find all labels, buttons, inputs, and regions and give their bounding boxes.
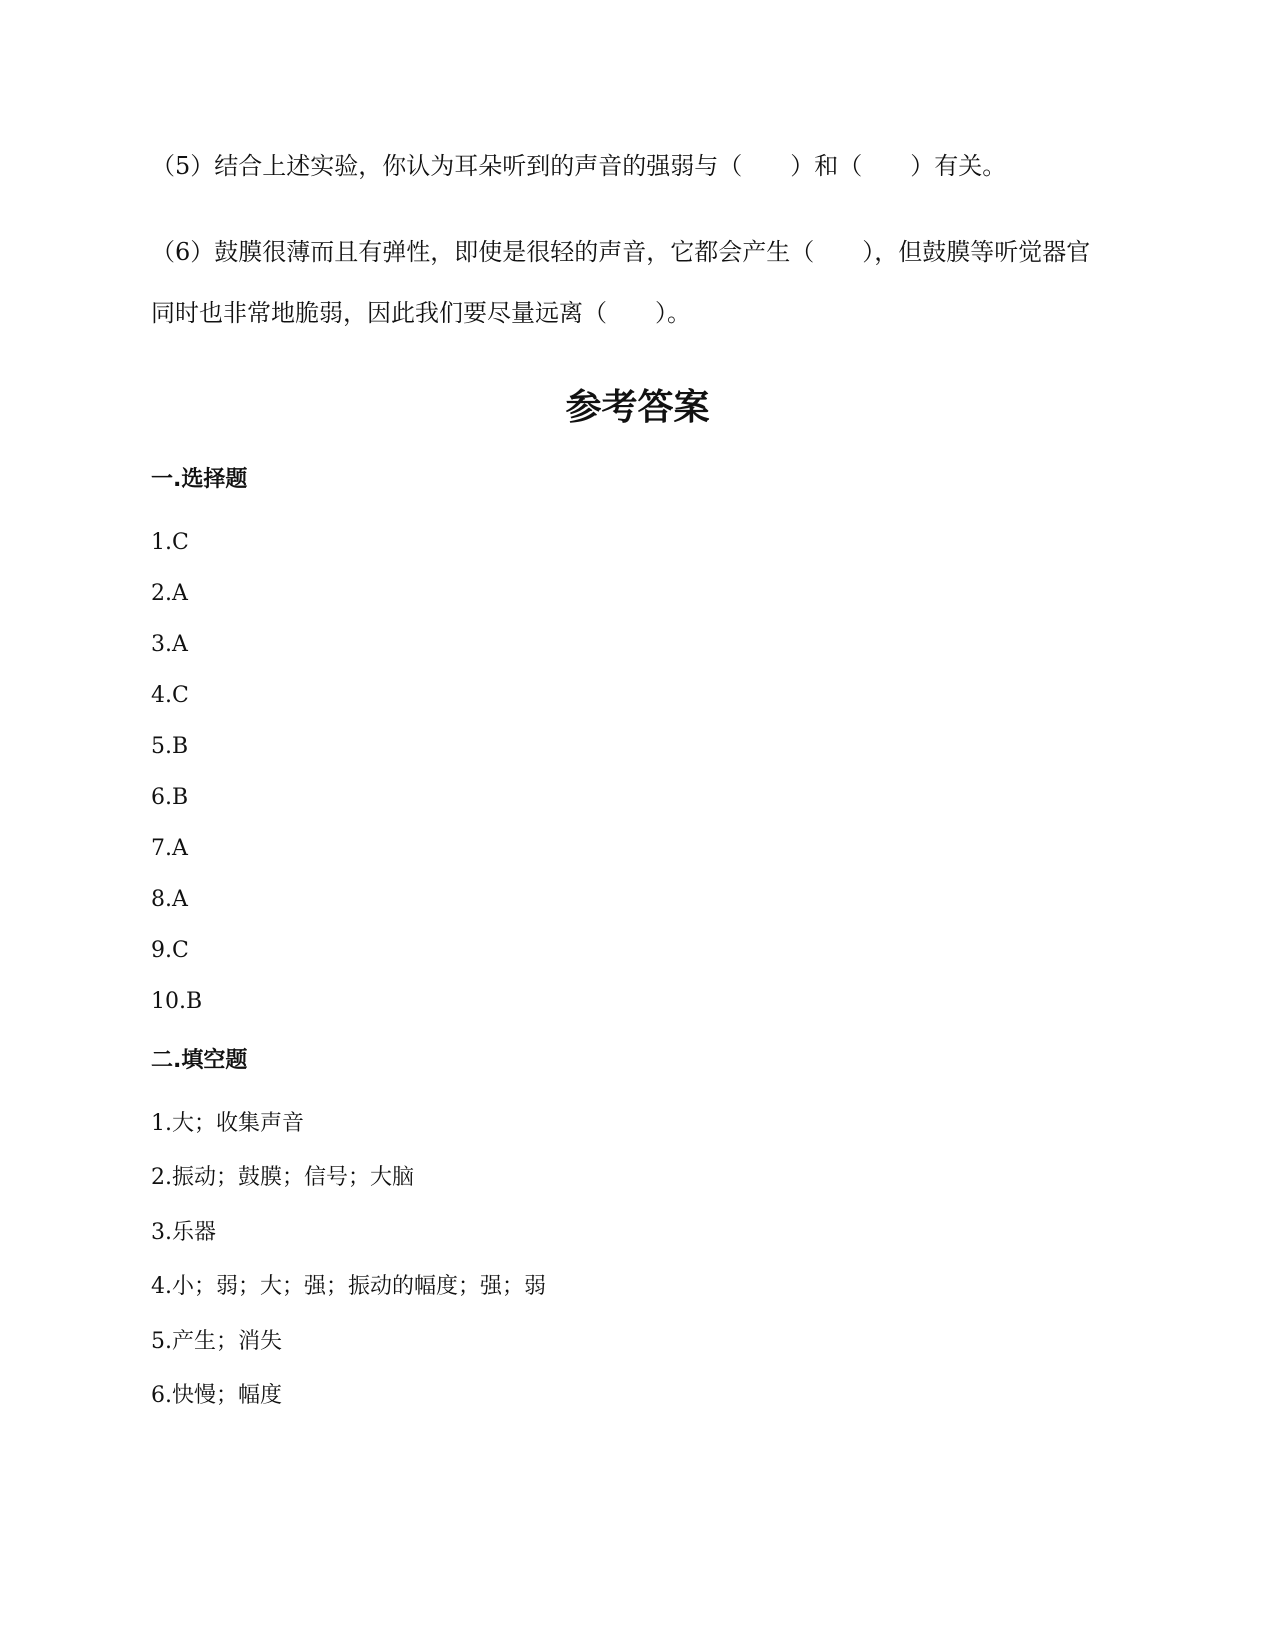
question-5: （5）结合上述实验，你认为耳朵听到的声音的强弱与（ ）和（ ）有关。 (151, 152, 1007, 180)
choice-answer-item: 5.B (151, 734, 189, 759)
fill-answer-item: 6.快慢；幅度 (151, 1383, 282, 1408)
choice-answer-item: 9.C (151, 938, 189, 963)
fill-answer-item: 1.大；收集声音 (151, 1111, 304, 1136)
choice-answer-item: 1.C (151, 530, 189, 555)
fill-section-heading: 二.填空题 (151, 1048, 248, 1073)
choice-answer-item: 3.A (151, 632, 188, 657)
choice-answer-item: 8.A (151, 887, 188, 912)
fill-answer-item: 2.振动；鼓膜；信号；大脑 (151, 1165, 414, 1190)
choice-section-heading: 一.选择题 (151, 467, 248, 492)
fill-answer-item: 3.乐器 (151, 1220, 216, 1245)
question-6-line-1: （6）鼓膜很薄而且有弹性，即使是很轻的声音，它都会产生（ ），但鼓膜等听觉器官 (151, 238, 1091, 266)
question-6-line-2: 同时也非常地脆弱，因此我们要尽量远离（ ）。 (151, 299, 691, 327)
choice-answer-item: 2.A (151, 581, 188, 606)
fill-answer-item: 5.产生；消失 (151, 1329, 282, 1354)
answer-key-title: 参考答案 (565, 387, 710, 428)
choice-answer-item: 6.B (151, 785, 189, 810)
fill-answer-item: 4.小；弱；大；强；振动的幅度；强；弱 (151, 1274, 546, 1299)
choice-answer-item: 10.B (151, 989, 203, 1014)
choice-answer-item: 4.C (151, 683, 189, 708)
choice-answer-item: 7.A (151, 836, 188, 861)
